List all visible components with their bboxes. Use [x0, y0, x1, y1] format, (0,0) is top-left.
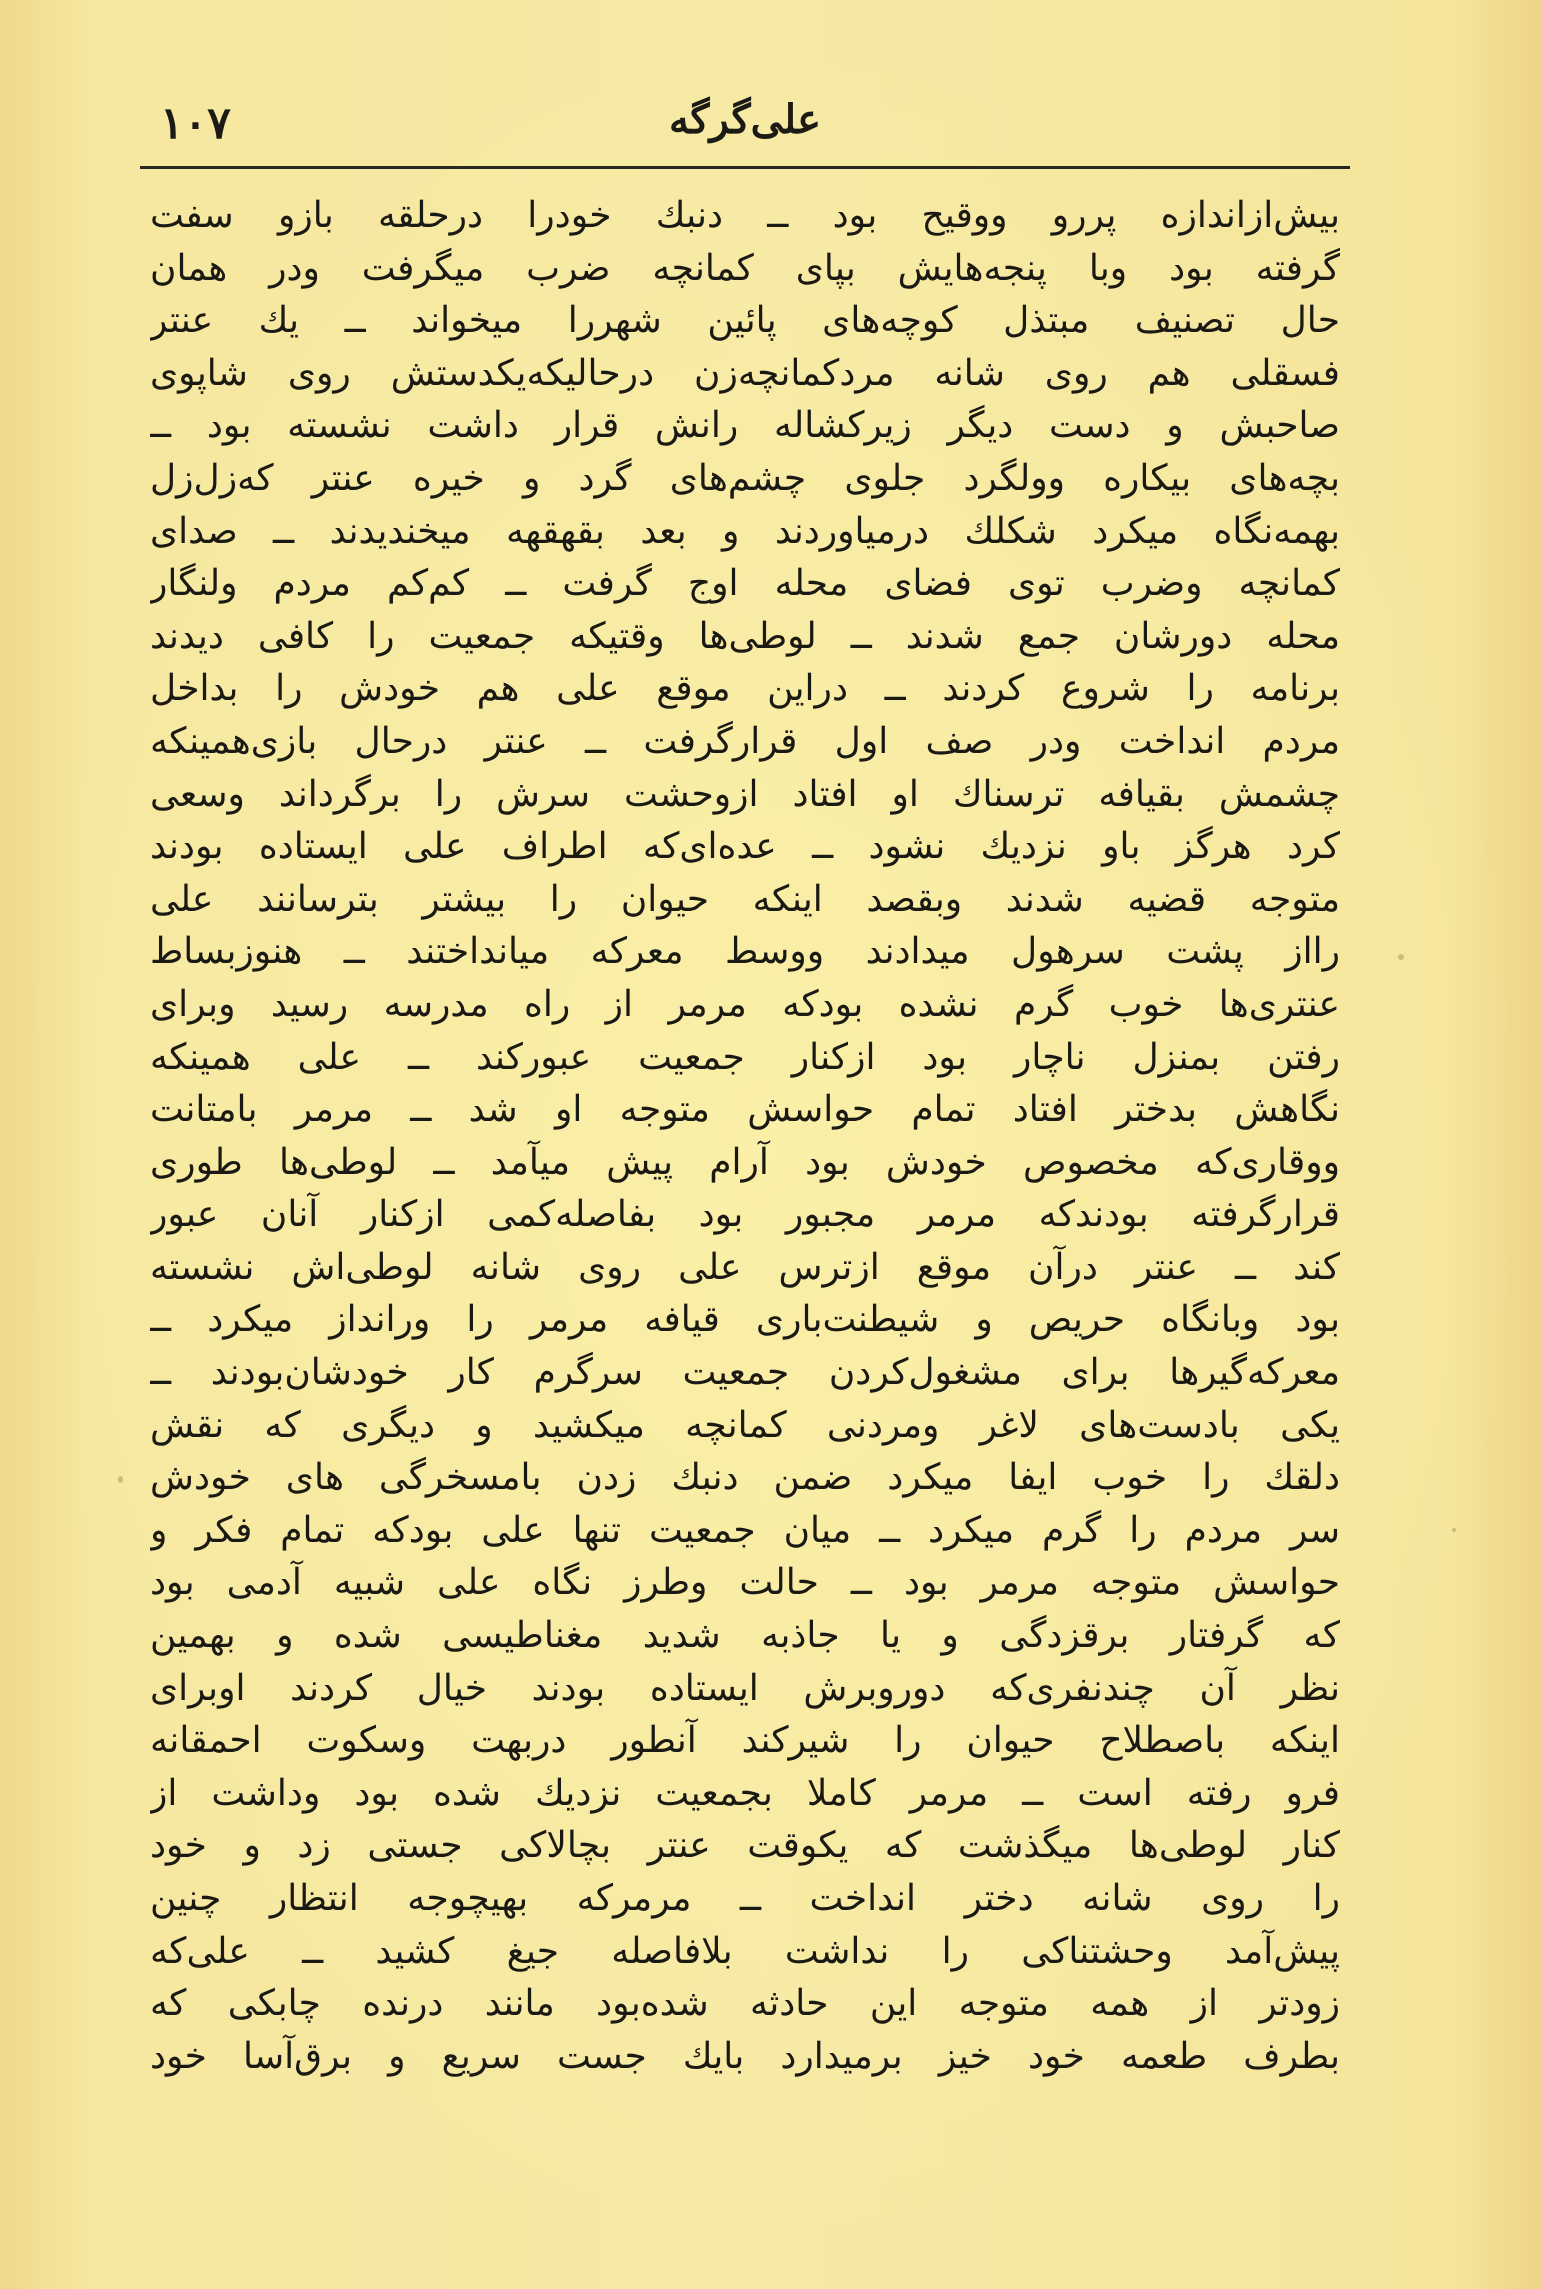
body-text — [150, 190, 1340, 2083]
page-number: ۱۰۷ — [160, 98, 231, 149]
header-rule — [140, 166, 1350, 169]
text-line: حواسش متوجه مرمر بود ــ حالت وطرز نگاه علی شبیه آدمی بود — [150, 1562, 1340, 1604]
text-line: برنامه را شروع کردند ــ دراین موقع علی هم خودش را بداخل — [150, 668, 1340, 710]
text-line: کنار لوطی‌ها میگذشت که یکوقت عنتر بچالاکی جستی زد و خود — [150, 1825, 1340, 1867]
text-line: زودتر از همه متوجه این حادثه شده‌بود مانند درنده چابکی که — [150, 1983, 1340, 2025]
paper-speck — [1452, 1528, 1456, 1532]
text-line: بطرف طعمه خود خیز برمیدارد بایك جست سریع و برق‌آسا خود — [150, 2035, 1340, 2077]
text-line: گرفته بود وبا پنجه‌هایش بپای کمانچه ضرب میگرفت ودر همان — [150, 247, 1340, 289]
text-line: چشمش بقیافه ترسناك او افتاد ازوحشت سرش را برگرداند وسعی — [150, 773, 1340, 815]
text-line: کمانچه وضرب توی فضای محله اوج گرفت ــ کم‌کم مردم ولنگار — [150, 563, 1340, 605]
text-line: کند ــ عنتر درآن موقع ازترس علی روی شانه لوطی‌اش نشسته — [150, 1246, 1340, 1288]
text-line: بود وبانگاه حریص و شیطنت‌باری قیافه مرمر را ورانداز میکرد ــ — [150, 1299, 1340, 1341]
text-line: مردم انداخت ودر صف اول قرارگرفت ــ عنتر درحال بازی‌همینکه — [150, 720, 1340, 762]
text-line: عنتری‌ها خوب گرم نشده بودکه مرمر از راه مدرسه رسید وبرای — [150, 983, 1340, 1025]
text-line: کرد هرگز باو نزدیك نشود ــ عده‌ای‌که اطراف علی ایستاده بودند — [150, 826, 1340, 868]
text-line: دلقك را خوب ایفا میکرد ضمن دنبك زدن بامسخرگی های خودش — [150, 1457, 1340, 1499]
text-line: صاحبش و دست دیگر زیرکشاله رانش قرار داشت نشسته بود ــ — [150, 405, 1340, 447]
text-line: قرارگرفته بودندکه مرمر مجبور بود بفاصله‌کمی ازکنار آنان عبور — [150, 1194, 1340, 1236]
text-line: فسقلی هم روی شانه مردکمانچه‌زن درحالیکه‌یکدستش روی شاپوی — [150, 352, 1340, 394]
text-line: بچه‌های بیکاره وولگرد جلوی چشم‌های گرد و خیره عنتر که‌زل‌زل — [150, 457, 1340, 499]
text-line: ووقاری‌که مخصوص خودش بود آرام پیش میآمد ــ لوطی‌ها طوری — [150, 1141, 1340, 1183]
page-header — [140, 92, 1350, 162]
paper-speck — [118, 1476, 123, 1483]
text-line: که گرفتار برقزدگی و یا جاذبه شدید مغناطیسی شده و بهمین — [150, 1615, 1340, 1657]
text-line: نگاهش بدختر افتاد تمام حواسش متوجه او شد ــ مرمر بامتانت — [150, 1089, 1340, 1131]
text-line: محله دورشان جمع شدند ــ لوطی‌ها وقتیکه جمعیت را کافی دیدند — [150, 615, 1340, 657]
text-line: متوجه قضیه شدند وبقصد اینکه حیوان را بیشتر بترسانند علی — [150, 878, 1340, 920]
text-line: حال تصنیف مبتذل کوچه‌های پائین شهررا میخواند ــ یك عنتر — [150, 300, 1340, 342]
text-line: معرکه‌گیرها برای مشغول‌کردن جمعیت سرگرم کار خودشان‌بودند ــ — [150, 1352, 1340, 1394]
text-line: فرو رفته است ــ مرمر کاملا بجمعیت نزدیك شده بود وداشت از — [150, 1772, 1340, 1814]
paper-speck — [1398, 954, 1404, 960]
text-line: را روی شانه دختر انداخت ــ مرمرکه بهیچوجه انتظار چنین — [150, 1878, 1340, 1919]
text-line: بیش‌ازاندازه پررو ووقیح بود ــ دنبك خودرا درحلقه بازو سفت — [150, 195, 1340, 236]
text-line: نظر آن چندنفری‌که دوروبرش ایستاده بودند خیال کردند اوبرای — [150, 1667, 1340, 1709]
text-line: سر مردم را گرم میکرد ــ میان جمعیت تنها علی بودکه تمام فکر و — [150, 1509, 1340, 1551]
text-line: پیش‌آمد وحشتناکی را نداشت بلافاصله جیغ کشید ــ علی‌که — [150, 1930, 1340, 1972]
text-line: رفتن بمنزل ناچار بود ازکنار جمعیت عبورکند ــ علی همینکه — [150, 1036, 1340, 1078]
text-line: اینکه باصطلاح حیوان را شیرکند آنطور دربهت وسکوت احمقانه — [150, 1720, 1340, 1762]
text-line: بهمه‌نگاه میکرد شکلك درمیاوردند و بعد بقهقهه میخندیدند ــ صدای — [150, 510, 1340, 552]
text-line: رااز پشت سرهول میدادند ووسط معرکه میانداختند ــ هنوزبساط — [150, 931, 1340, 973]
running-title: علی‌گرگه — [668, 96, 822, 143]
text-line: یکی بادست‌های لاغر ومردنی کمانچه میکشید و دیگری که نقش — [150, 1404, 1340, 1446]
